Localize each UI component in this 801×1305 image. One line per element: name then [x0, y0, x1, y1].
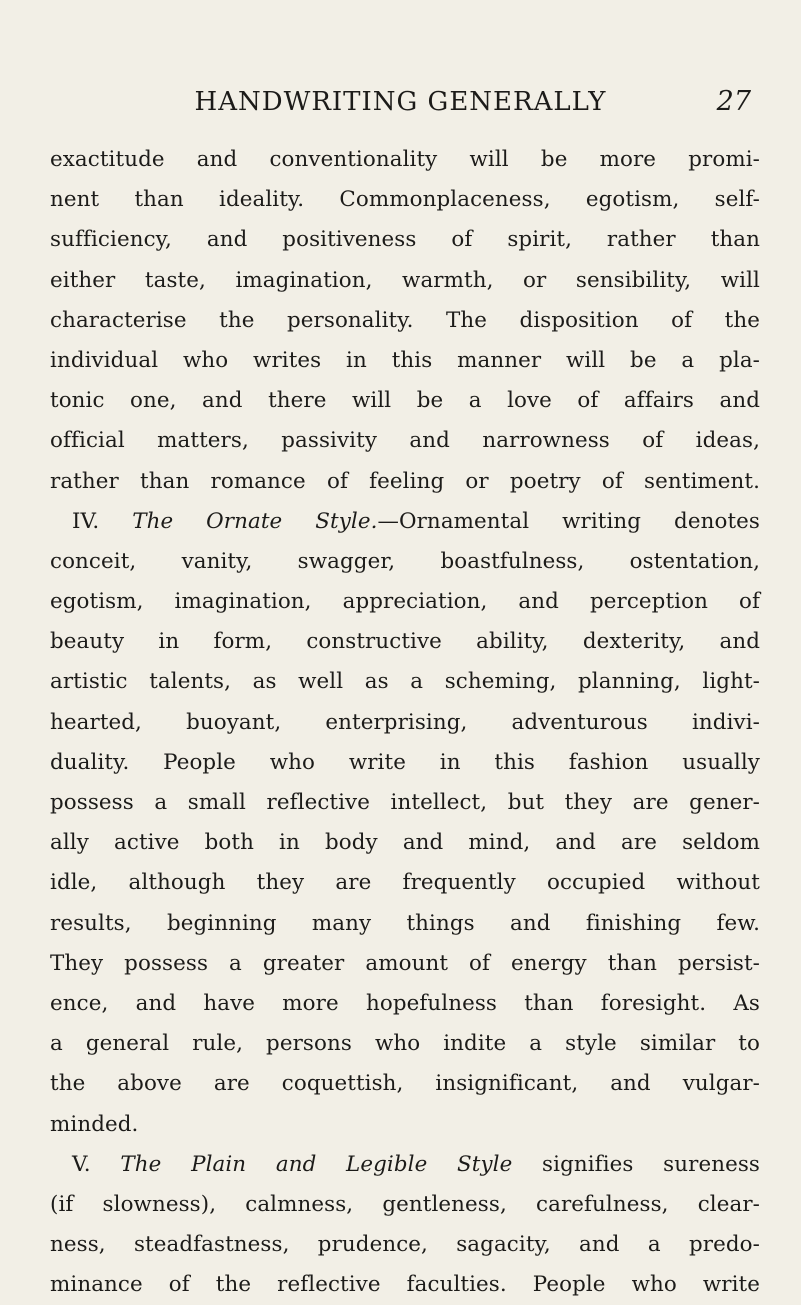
text-line	[50, 140, 760, 180]
line-text: signifies sureness	[512, 1151, 760, 1177]
line-text: characterise the personality. The disposition of the	[50, 307, 760, 333]
line-text: a general rule, persons who indite a style similar to	[50, 1031, 760, 1057]
text-line	[50, 1064, 760, 1104]
section-numeral: V.	[72, 1151, 121, 1177]
line-text: ness, steadfastness, prudence, sagacity, and a predo-	[50, 1232, 760, 1258]
line-text: possess a small reflective intellect, but they are gener-	[50, 790, 760, 815]
text-line	[50, 703, 760, 743]
line-text: They possess a greater amount of energy than persist-	[50, 950, 760, 976]
line-text: duality. People who write in this fashion usually	[50, 749, 760, 775]
line-text: individual who writes in this manner will be a pla-	[50, 347, 760, 373]
text-line	[50, 220, 760, 260]
line-text: results, beginning many things and finishing few.	[50, 910, 760, 936]
line-text: exactitude and conventionality will be more promi-	[50, 147, 760, 172]
text-line	[50, 542, 760, 582]
line-text: tonic one, and there will be a love of affairs and	[50, 388, 760, 414]
line-text: egotism, imagination, appreciation, and perception of	[50, 589, 760, 615]
text-line	[50, 662, 760, 702]
text-line	[50, 743, 760, 783]
running-title: HANDWRITING GENERALLY	[194, 87, 607, 117]
body-text	[50, 140, 760, 1305]
text-line	[50, 1024, 760, 1064]
line-text: rather than romance of feeling or poetry of sentiment.	[50, 468, 760, 494]
text-line	[50, 904, 760, 944]
text-line	[50, 984, 760, 1024]
line-text: artistic talents, as well as a scheming, planning, light-	[50, 669, 760, 695]
line-text: ally active both in body and mind, and are seldom	[50, 830, 760, 856]
text-line	[50, 783, 760, 823]
text-line	[50, 301, 760, 341]
text-line	[50, 180, 760, 220]
section-numeral: IV.	[72, 508, 133, 534]
text-line	[50, 944, 760, 984]
text-line	[50, 863, 760, 903]
text-line	[50, 1225, 760, 1265]
line-text: minance of the reflective faculties. People who write	[50, 1272, 760, 1298]
text-line	[50, 622, 760, 662]
line-text: official matters, passivity and narrowness of ideas,	[50, 428, 760, 454]
line-text: —Ornamental writing denotes	[377, 508, 760, 534]
line-text: the above are coquettish, insignificant, and vulgar-	[50, 1071, 760, 1097]
page-number: 27	[716, 86, 751, 117]
line-text: idle, although they are frequently occupied without	[50, 870, 760, 896]
running-head	[50, 82, 751, 122]
section-heading-line	[50, 502, 760, 542]
line-text: either taste, imagination, warmth, or sensibility, will	[50, 267, 760, 293]
line-text: ence, and have more hopefulness than foresight. As	[50, 990, 760, 1016]
line-text: minded.	[50, 1111, 139, 1137]
line-text: (if slowness), calmness, gentleness, carefulness, clear-	[50, 1191, 760, 1217]
text-line	[50, 261, 760, 301]
line-text: conceit, vanity, swagger, boastfulness, ostentation,	[50, 548, 760, 574]
line-text: sufficiency, and positiveness of spirit, rather than	[50, 227, 760, 253]
text-line	[50, 341, 760, 381]
section-title: The Ornate Style.	[132, 508, 378, 534]
line-text: nent than ideality. Commonplaceness, egotism, self-	[50, 187, 760, 213]
section-heading-line	[50, 1145, 760, 1185]
text-line	[50, 582, 760, 622]
text-line	[50, 381, 760, 421]
text-line	[50, 1105, 760, 1145]
section-title: The Plain and Legible Style	[120, 1151, 513, 1177]
text-line	[50, 421, 760, 461]
line-text: beauty in form, constructive ability, dexterity, and	[50, 629, 760, 655]
text-line	[50, 1265, 760, 1305]
text-line	[50, 823, 760, 863]
text-line	[50, 1185, 760, 1225]
line-text: hearted, buoyant, enterprising, adventurous indivi-	[50, 709, 760, 735]
text-line	[50, 462, 760, 502]
